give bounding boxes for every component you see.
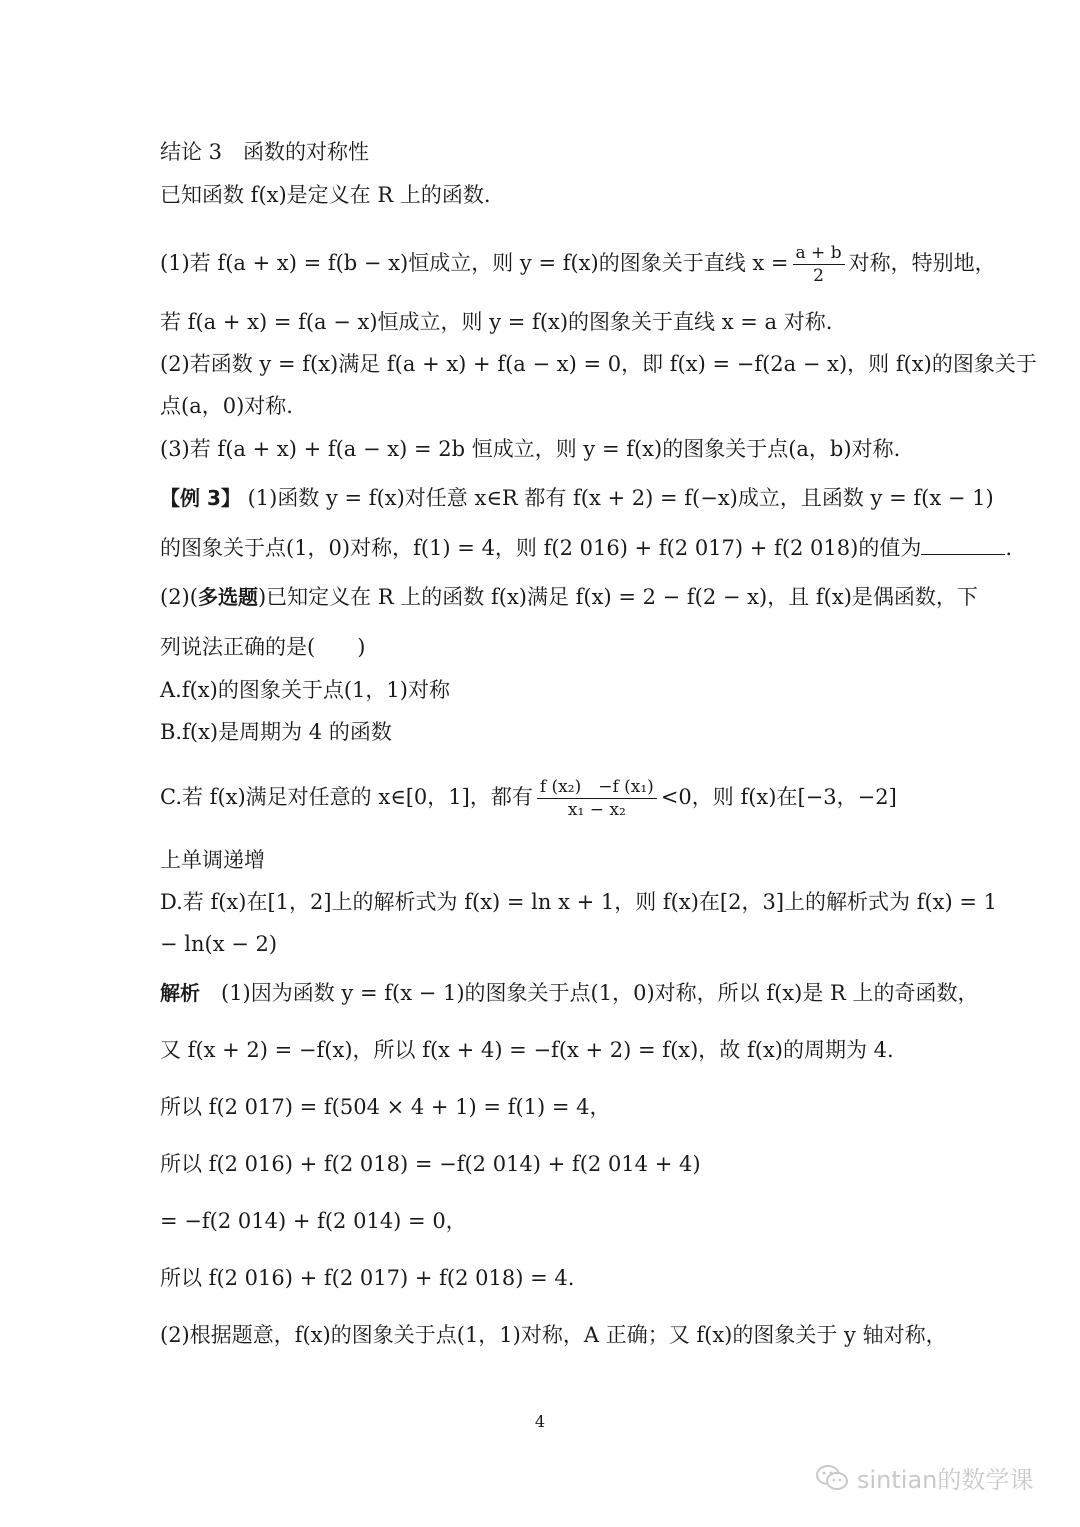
fraction-a-plus-b-over-2: $\frac{a + b}{2}$ xyxy=(793,242,845,287)
solution-line-6: 所以 f(2 016) + f(2 017) + f(2 018) = 4. xyxy=(160,1266,575,1290)
solution-line-5: = −f(2 014) + f(2 014) = 0， xyxy=(160,1209,467,1233)
conclusion-2-line-2: 点(a，0)对称. xyxy=(160,394,293,418)
option-a: A.f(x)的图象关于点(1，1)对称 xyxy=(160,678,450,702)
answer-blank xyxy=(921,534,1005,555)
watermark xyxy=(815,1460,1033,1495)
solution-line-1: 解析 (1)因为函数 y = f(x − 1)的图象关于点(1，0)对称，所以 f(x)是 R 上的奇函数， xyxy=(160,981,979,1005)
intro-line: 已知函数 f(x)是定义在 R 上的函数. xyxy=(160,183,491,207)
watermark-text: sintian的数学课 xyxy=(857,1466,1034,1494)
option-d-line-1: D.若 f(x)在[1，2]上的解析式为 f(x) = ln x + 1，则 f(x)在[2，3]上的解析式为 f(x) = 1 xyxy=(160,890,998,914)
wechat-icon xyxy=(815,1463,849,1493)
option-d-line-2: − ln(x − 2) xyxy=(160,932,278,956)
option-c-line-1: C.若 f(x)满足对任意的 x∈[0，1]，都有 $\frac{\text{f (x₂) −f (x₁)}}{\text{x₁ − x₂}}$ <0，则 f(x)在[−3，−2] xyxy=(160,777,897,820)
conclusion-2-line-1: (2)若函数 y = f(x)满足 f(a + x) + f(a − x) = 0，即 f(x) = −f(2a − x)，则 f(x)的图象关于 xyxy=(160,352,1037,376)
option-b: B.f(x)是周期为 4 的函数 xyxy=(160,720,392,744)
fraction-difference-quotient: $\frac{\text{f (x₂) −f (x₁)}}{\text{x₁ − x₂}}$ xyxy=(537,776,657,821)
example-3-part-2-line-2: 列说法正确的是( ) xyxy=(160,635,366,659)
solution-line-3: 所以 f(2 017) = f(504 × 4 + 1) = f(1) = 4， xyxy=(160,1095,611,1119)
solution-line-7: (2)根据题意，f(x)的图象关于点(1，1)对称，A 正确；又 f(x)的图象关于 y 轴对称， xyxy=(160,1323,947,1347)
conclusion-3-line: (3)若 f(a + x) + f(a − x) = 2b 恒成立，则 y = f(x)的图象关于点(a，b)对称. xyxy=(160,437,901,461)
conclusion-1-line-1: (1)若 f(a + x) = f(b − x)恒成立，则 y = f(x)的图象关于直线 x = $\frac{a + b}{2}$ 对称，特别地， xyxy=(160,243,996,286)
solution-line-2: 又 f(x + 2) = −f(x)，所以 f(x + 4) = −f(x + 2) = f(x)，故 f(x)的周期为 4. xyxy=(160,1038,894,1062)
solution-line-4: 所以 f(2 016) + f(2 018) = −f(2 014) + f(2 014 + 4) xyxy=(160,1152,701,1176)
example-3-line-2: 的图象关于点(1，0)对称，f(1) = 4，则 f(2 016) + f(2 017) + f(2 018)的值为 . xyxy=(160,536,1013,560)
conclusion-1-line-2: 若 f(a + x) = f(a − x)恒成立，则 y = f(x)的图象关于直线 x = a 对称. xyxy=(160,310,833,334)
page-number: 4 xyxy=(534,1412,546,1431)
example-3-part-2-line-1: (2)(多选题)已知定义在 R 上的函数 f(x)满足 f(x) = 2 − f(2 − x)，且 f(x)是偶函数，下 xyxy=(160,585,978,609)
option-c-line-2: 上单调递增 xyxy=(160,848,265,872)
section-heading: 结论 3 函数的对称性 xyxy=(160,140,370,164)
example-3-line-1: 【例 3】 (1)函数 y = f(x)对任意 x∈R 都有 f(x + 2) = f(−x)成立，且函数 y = f(x − 1) xyxy=(160,486,994,510)
